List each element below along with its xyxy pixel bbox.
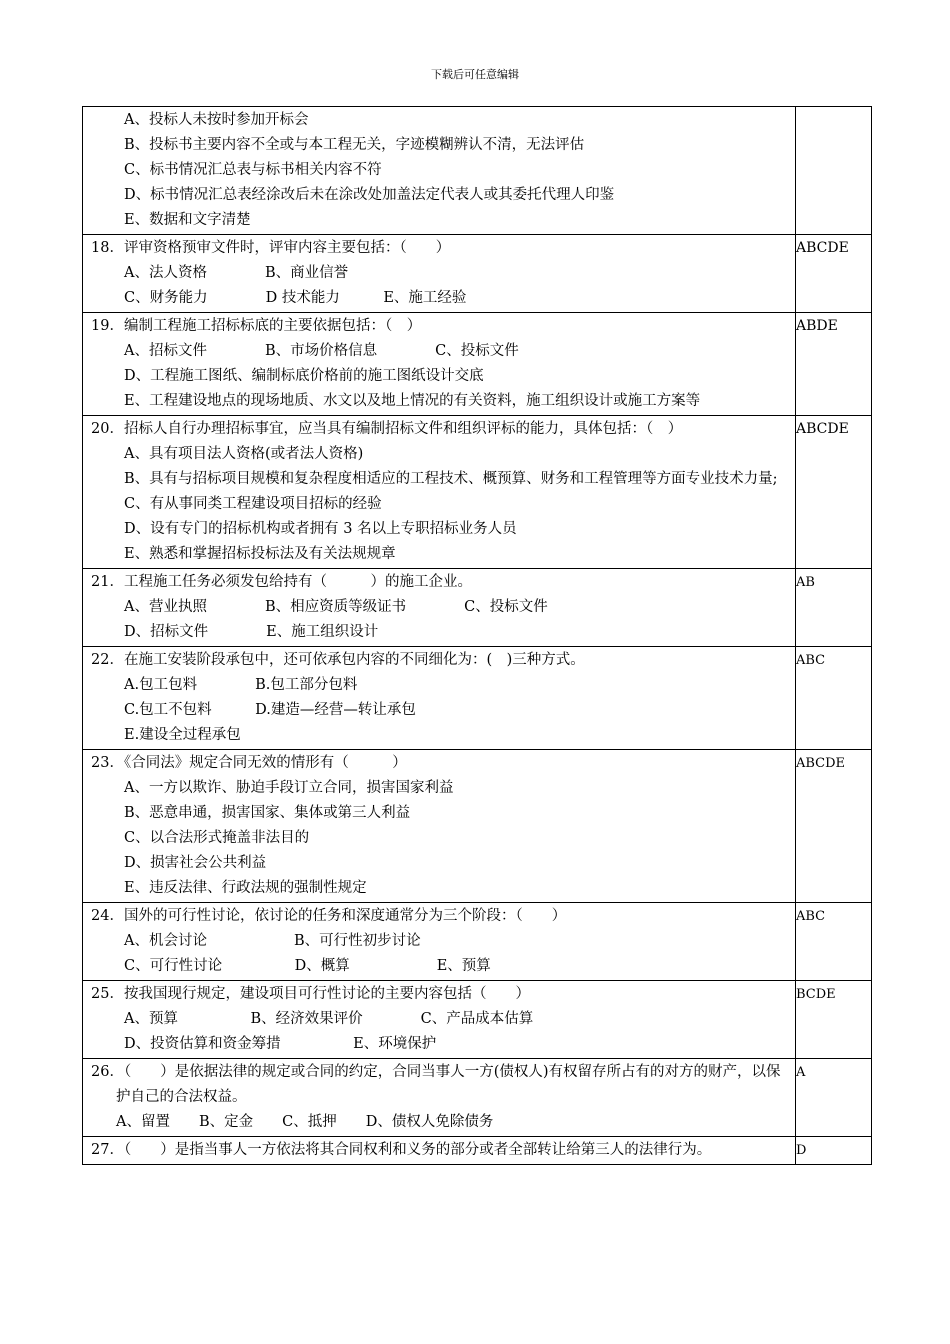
table-row: [83, 1137, 872, 1165]
question-stem: 25．按我国现行规定，建设项目可行性讨论的主要内容包括（ ）: [91, 986, 530, 1002]
question-stem: 23．《合同法》规定合同无效的情形有（ ）: [91, 755, 407, 771]
option-line: C、以合法形式掩盖非法目的: [124, 830, 310, 846]
table-row: [83, 750, 872, 903]
question-stem: 18．评审资格预审文件时，评审内容主要包括：（ ）: [91, 240, 451, 256]
answer-cell: ABDE: [796, 313, 872, 416]
answer-cell: [796, 107, 872, 235]
table-row: [83, 981, 872, 1059]
question-stem: 26．（ ）是依据法律的规定或合同的约定，合同当事人一方(债权人)有权留存所占有的对方的财产，以保护自己的合法权益。: [91, 1064, 781, 1105]
option-line: D、标书情况汇总表经涂改后未在涂改处加盖法定代表人或其委托代理人印鉴: [124, 187, 615, 203]
option-line: E、违反法律、行政法规的强制性规定: [124, 880, 367, 896]
option-line: A、招标文件 B、市场价格信息 C、投标文件: [124, 343, 519, 359]
answer-cell: A: [796, 1059, 872, 1137]
option-line: C、可行性讨论 D、概算 E、预算: [124, 958, 491, 974]
table-row: [83, 235, 872, 313]
option-line: E.建设全过程承包: [124, 727, 241, 743]
option-line: E、数据和文字清楚: [124, 212, 251, 228]
option-line: E、工程建设地点的现场地质、水文以及地上情况的有关资料，施工组织设计或施工方案等: [124, 393, 701, 409]
question-stem: 20．招标人自行办理招标事宜，应当具有编制招标文件和组织评标的能力，具体包括：（ ）: [91, 421, 683, 437]
answer-cell: ABC: [796, 903, 872, 981]
option-line: A、机会讨论 B、可行性初步讨论: [124, 933, 421, 949]
question-cell: [83, 647, 796, 750]
option-line: A.包工包料 B.包工部分包料: [124, 677, 358, 693]
question-cell: [83, 903, 796, 981]
table-row: [83, 1059, 872, 1137]
question-table: [82, 106, 872, 1165]
answer-cell: ABCDE: [796, 750, 872, 903]
option-line: A、留置 B、定金 C、抵押 D、债权人免除债务: [116, 1114, 494, 1130]
question-cell: [83, 313, 796, 416]
option-line: A、营业执照 B、相应资质等级证书 C、投标文件: [124, 599, 548, 615]
answer-cell: ABC: [796, 647, 872, 750]
option-line: B、投标书主要内容不全或与本工程无关，字迹模糊辨认不清，无法评估: [124, 137, 585, 153]
question-cell: [83, 1059, 796, 1137]
question-cell: [83, 235, 796, 313]
question-cell: [83, 107, 796, 235]
option-line: C、财务能力 D 技术能力 E、施工经验: [124, 290, 467, 306]
question-cell: [83, 981, 796, 1059]
option-line: B、恶意串通，损害国家、集体或第三人利益: [124, 805, 411, 821]
option-line: B、具有与招标项目规模和复杂程度相适应的工程技术、概预算、财务和工程管理等方面专业技术力量;: [124, 471, 778, 487]
option-line: A、法人资格 B、商业信誉: [124, 265, 349, 281]
table-row: [83, 107, 872, 235]
table-row: [83, 903, 872, 981]
question-stem: 24．国外的可行性讨论，依讨论的任务和深度通常分为三个阶段：（ ）: [91, 908, 567, 924]
question-stem: 27．（ ）是指当事人一方依法将其合同权利和义务的部分或者全部转让给第三人的法律行为。: [91, 1142, 712, 1158]
option-line: C.包工不包料 D.建造—经营—转让承包: [124, 702, 416, 718]
option-line: E、熟悉和掌握招标投标法及有关法规规章: [124, 546, 396, 562]
table-row: [83, 416, 872, 569]
page-header: 下载后可任意编辑: [431, 68, 519, 81]
answer-cell: D: [796, 1137, 872, 1165]
option-line: A、投标人未按时参加开标会: [124, 112, 309, 128]
option-line: A、具有项目法人资格(或者法人资格): [124, 446, 364, 462]
option-line: D、损害社会公共利益: [124, 855, 267, 871]
question-stem: 19．编制工程施工招标标底的主要依据包括：（ ）: [91, 318, 422, 334]
question-cell: [83, 569, 796, 647]
answer-cell: BCDE: [796, 981, 872, 1059]
question-stem: 22．在施工安装阶段承包中，还可依承包内容的不同细化为：( )三种方式。: [91, 652, 585, 668]
answer-cell: ABCDE: [796, 235, 872, 313]
table-row: [83, 313, 872, 416]
option-line: A、预算 B、经济效果评价 C、产品成本估算: [124, 1011, 534, 1027]
question-cell: [83, 416, 796, 569]
answer-cell: AB: [796, 569, 872, 647]
table-row: [83, 647, 872, 750]
question-cell: [83, 1137, 796, 1165]
answer-cell: ABCDE: [796, 416, 872, 569]
option-line: C、标书情况汇总表与标书相关内容不符: [124, 162, 382, 178]
option-line: D、投资估算和资金筹措 E、环境保护: [124, 1036, 437, 1052]
option-line: D、设有专门的招标机构或者拥有 3 名以上专职招标业务人员: [124, 521, 517, 537]
question-cell: [83, 750, 796, 903]
option-line: D、工程施工图纸、编制标底价格前的施工图纸设计交底: [124, 368, 484, 384]
option-line: D、招标文件 E、施工组织设计: [124, 624, 379, 640]
option-line: C、有从事同类工程建设项目招标的经验: [124, 496, 382, 512]
table-row: [83, 569, 872, 647]
question-stem: 21．工程施工任务必须发包给持有（ ）的施工企业。: [91, 574, 472, 590]
option-line: A、一方以欺诈、胁迫手段订立合同，损害国家利益: [124, 780, 454, 796]
